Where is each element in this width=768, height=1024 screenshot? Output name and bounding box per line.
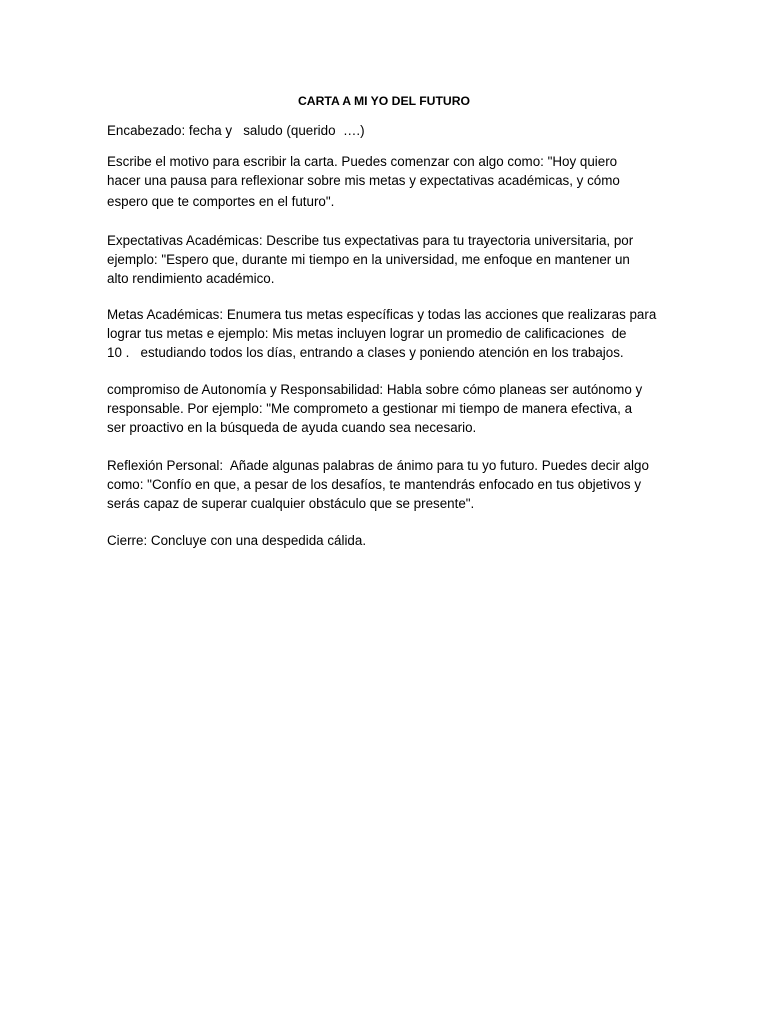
paragraph-expectativas [107,231,667,288]
text-line: espero que te comportes en el futuro". [107,194,335,209]
text-line: 10 . estudiando todos los días, entrando a clases y poniendo atención en los trabajos. [107,345,624,360]
text-line: Reflexión Personal: Añade algunas palabras de ánimo para tu yo futuro. Puedes decir algo [107,458,649,473]
paragraph-motivo [107,152,667,211]
text-line: como: "Confío en que, a pesar de los desafíos, te mantendrás enfocado en tus objetivos y [107,477,642,492]
text-line: compromiso de Autonomía y Responsabilidad: Habla sobre cómo planeas ser autónomo y [107,382,643,397]
text-line: hacer una pausa para reflexionar sobre mis metas y expectativas académicas, y cómo [107,173,620,188]
paragraph-compromiso [107,380,667,437]
paragraph-cierre [107,531,667,550]
text-line: Expectativas Académicas: Describe tus expectativas para tu trayectoria universitaria, por [107,233,634,248]
paragraph-encabezado [107,121,667,140]
text-line: ejemplo: "Espero que, durante mi tiempo en la universidad, me enfoque en mantener un [107,252,630,267]
text-line: serás capaz de superar cualquier obstáculo que se presente". [107,496,475,511]
text-line: Encabezado: fecha y saludo (querido ….) [107,123,365,138]
text-line: ser proactivo en la búsqueda de ayuda cuando sea necesario. [107,420,477,435]
paragraph-metas [107,305,667,362]
text-line: alto rendimiento académico. [107,271,275,286]
text-line: Cierre: Concluye con una despedida cálida. [107,533,367,548]
text-line: Metas Académicas: Enumera tus metas específicas y todas las acciones que realizaras para [107,307,657,322]
text-line: Escribe el motivo para escribir la carta. Puedes comenzar con algo como: "Hoy quiero [107,154,618,169]
document-title: CARTA A MI YO DEL FUTURO [298,94,470,108]
paragraph-reflexion [107,456,667,513]
text-line: lograr tus metas e ejemplo: Mis metas incluyen lograr un promedio de calificaciones de [107,326,627,341]
text-line: responsable. Por ejemplo: "Me comprometo a gestionar mi tiempo de manera efectiva, a [107,401,633,416]
